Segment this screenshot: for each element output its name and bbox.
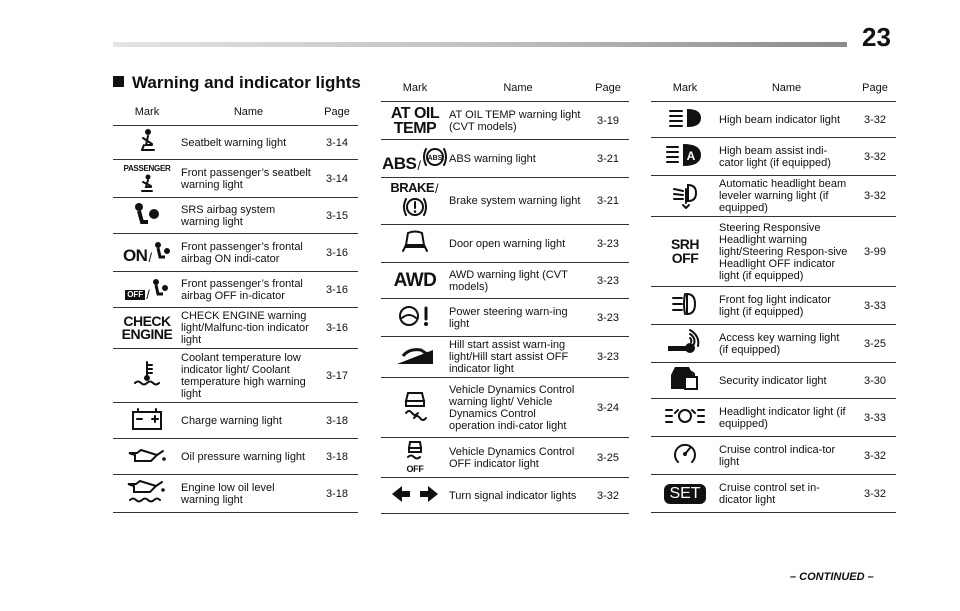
abs-icon: ABS/ ABS <box>382 145 448 172</box>
table-row <box>381 178 629 225</box>
table-row <box>113 308 358 349</box>
table-row <box>113 439 358 475</box>
svg-text:A: A <box>686 149 696 163</box>
name-cell: Coolant temperature low indicator light/ Coolant temperature high warning light <box>181 349 316 403</box>
name-cell: Oil pressure warning light <box>181 439 316 475</box>
mark-cell <box>113 403 181 439</box>
table-row <box>113 349 358 403</box>
table-row <box>113 475 358 513</box>
page-cell: 3-16 <box>316 234 358 272</box>
column-2 <box>381 82 629 514</box>
mark-cell <box>651 325 719 363</box>
page-cell: 3-18 <box>316 475 358 513</box>
name-cell: AT OIL TEMP warning light (CVT models) <box>449 102 587 140</box>
col2-header-row <box>381 82 629 102</box>
mark-cell <box>651 217 719 287</box>
table-row <box>651 437 896 475</box>
page-cell: 3-32 <box>854 437 896 475</box>
name-cell: Headlight indicator light (if equipped) <box>719 399 854 437</box>
header-rule <box>113 42 847 47</box>
table-row <box>381 438 629 478</box>
cruise-control-icon <box>670 440 700 471</box>
table-row <box>651 217 896 287</box>
mark-cell <box>381 225 449 263</box>
continued-note: – CONTINUED – <box>790 571 874 583</box>
table-row <box>651 363 896 399</box>
name-cell: High beam indicator light <box>719 102 854 138</box>
page-cell: 3-15 <box>316 198 358 234</box>
page-cell: 3-16 <box>316 308 358 349</box>
name-cell: Front passenger’s frontal airbag OFF in-dicator <box>181 272 316 308</box>
engine-low-oil-icon <box>126 478 168 509</box>
hill-start-assist-icon <box>395 344 435 371</box>
table-row <box>113 126 358 160</box>
name-cell: Access key warning light (if equipped) <box>719 325 854 363</box>
mark-header: Mark <box>381 82 449 102</box>
brake-icon: BRAKE/ <box>381 180 449 222</box>
mark-cell <box>113 349 181 403</box>
front-fog-icon <box>669 290 701 321</box>
mark-cell <box>113 439 181 475</box>
mark-cell <box>381 299 449 337</box>
mark-header: Mark <box>651 82 719 102</box>
mark-cell <box>113 160 181 198</box>
name-cell: High beam assist indi-cator light (if equipped) <box>719 138 854 176</box>
page-cell: 3-33 <box>854 399 896 437</box>
svg-text:ABS: ABS <box>427 154 443 162</box>
mark-cell <box>113 126 181 160</box>
column-1 <box>113 106 358 513</box>
name-cell: Door open warning light <box>449 225 587 263</box>
high-beam-assist-icon <box>665 141 705 172</box>
page-cell: 3-21 <box>587 140 629 178</box>
table-row <box>381 263 629 299</box>
page-header: Page <box>587 82 629 102</box>
battery-charge-icon <box>131 407 163 434</box>
column-3 <box>651 82 896 513</box>
mark-cell <box>651 437 719 475</box>
mark-cell <box>381 263 449 299</box>
headlight-indicator-icon <box>664 405 706 430</box>
awd-icon: AWD <box>393 269 437 291</box>
table-row <box>381 478 629 514</box>
mark-cell <box>381 140 449 178</box>
name-cell: Security indicator light <box>719 363 854 399</box>
table-row <box>113 160 358 198</box>
seatbelt-icon <box>134 128 160 157</box>
mark-cell <box>651 287 719 325</box>
mark-cell <box>381 102 449 140</box>
table-row <box>381 140 629 178</box>
page-header: Page <box>854 82 896 102</box>
mark-cell <box>651 363 719 399</box>
table-row <box>113 272 358 308</box>
page-cell: 3-16 <box>316 272 358 308</box>
section-heading <box>113 73 361 93</box>
page-cell: 3-23 <box>587 337 629 378</box>
page-cell: 3-99 <box>854 217 896 287</box>
mark-cell <box>113 475 181 513</box>
srh-off-icon: SRH OFF <box>670 236 700 266</box>
page-cell: 3-33 <box>854 287 896 325</box>
cruise-set-icon: SET <box>664 484 705 504</box>
mark-cell <box>651 138 719 176</box>
name-cell: Brake system warning light <box>449 178 587 225</box>
name-cell: Hill start assist warn-ing light/Hill start assist OFF indicator light <box>449 337 587 378</box>
table-row <box>651 325 896 363</box>
page-cell: 3-32 <box>854 102 896 138</box>
mark-cell <box>113 308 181 349</box>
table-row <box>381 102 629 140</box>
mark-cell <box>381 178 449 225</box>
name-cell: Front passenger’s seatbelt warning light <box>181 160 316 198</box>
page-cell: 3-18 <box>316 439 358 475</box>
table-row <box>381 378 629 438</box>
table-row <box>651 102 896 138</box>
passenger-airbag-on-icon: ON/ <box>123 241 171 264</box>
mark-header: Mark <box>113 106 181 126</box>
page-cell: 3-32 <box>587 478 629 514</box>
page-cell: 3-32 <box>854 138 896 176</box>
mark-cell <box>113 234 181 272</box>
name-header: Name <box>181 106 316 126</box>
name-cell: SRS airbag system warning light <box>181 198 316 234</box>
mark-cell <box>651 102 719 138</box>
page-number: 23 <box>862 22 891 52</box>
table-row <box>651 399 896 437</box>
name-cell: Cruise control indica-tor light <box>719 437 854 475</box>
mark-cell <box>381 337 449 378</box>
name-cell: Vehicle Dynamics Control OFF indicator light <box>449 438 587 478</box>
table-row <box>113 234 358 272</box>
table-row <box>381 337 629 378</box>
security-icon <box>669 365 701 396</box>
check-engine-icon: CHECK ENGINE <box>121 312 173 342</box>
table-row <box>651 176 896 217</box>
page-cell: 3-32 <box>854 176 896 217</box>
page-cell: 3-14 <box>316 126 358 160</box>
table-row <box>651 287 896 325</box>
name-cell: Front passenger’s frontal airbag ON indi-cator <box>181 234 316 272</box>
coolant-temperature-icon <box>132 360 162 391</box>
table-row <box>113 198 358 234</box>
page-cell: 3-25 <box>854 325 896 363</box>
name-header: Name <box>719 82 854 102</box>
name-cell: Engine low oil level warning light <box>181 475 316 513</box>
name-cell: Front fog light indicator light (if equipped) <box>719 287 854 325</box>
table-row <box>651 475 896 513</box>
headlight-leveler-icon <box>670 181 700 212</box>
name-cell: Cruise control set in-dicator light <box>719 475 854 513</box>
square-bullet-icon <box>113 76 124 87</box>
page-cell: 3-30 <box>854 363 896 399</box>
mark-cell <box>381 378 449 438</box>
page-cell: 3-23 <box>587 299 629 337</box>
turn-signal-icon <box>390 484 440 507</box>
mark-cell <box>381 478 449 514</box>
name-header: Name <box>449 82 587 102</box>
access-key-icon <box>666 328 704 359</box>
oil-pressure-icon <box>127 445 167 468</box>
name-cell: Vehicle Dynamics Control warning light/ Vehicle Dynamics Control operation indi-cator light <box>449 378 587 438</box>
name-cell: Automatic headlight beam leveler warning light (if equipped) <box>719 176 854 217</box>
table-row <box>381 225 629 263</box>
page-header: Page <box>316 106 358 126</box>
power-steering-icon <box>397 303 433 332</box>
page-cell: 3-23 <box>587 263 629 299</box>
name-cell: AWD warning light (CVT models) <box>449 263 587 299</box>
page-cell: 3-18 <box>316 403 358 439</box>
vehicle-dynamics-off-icon: OFF <box>403 440 427 475</box>
name-cell: Seatbelt warning light <box>181 126 316 160</box>
srs-airbag-icon <box>132 202 162 229</box>
col1-header-row <box>113 106 358 126</box>
door-open-icon <box>400 229 430 258</box>
table-row <box>113 403 358 439</box>
name-cell: Turn signal indicator lights <box>449 478 587 514</box>
table-row <box>381 299 629 337</box>
mark-cell <box>651 176 719 217</box>
name-cell: ABS warning light <box>449 140 587 178</box>
section-title: Warning and indicator lights <box>132 73 361 92</box>
page-cell: 3-25 <box>587 438 629 478</box>
mark-cell <box>113 198 181 234</box>
page-cell: 3-32 <box>854 475 896 513</box>
passenger-seatbelt-icon: PASSENGER <box>124 162 171 195</box>
page-cell: 3-19 <box>587 102 629 140</box>
name-cell: Steering Responsive Headlight warning light/Steering Respon-sive Headlight OFF indicator light (if equipped) <box>719 217 854 287</box>
passenger-airbag-off-icon: OFF / <box>125 278 169 301</box>
page-cell: 3-14 <box>316 160 358 198</box>
page-cell: 3-24 <box>587 378 629 438</box>
at-oil-temp-icon: AT OIL TEMP <box>390 104 440 137</box>
name-cell: Power steering warn-ing light <box>449 299 587 337</box>
mark-cell <box>651 399 719 437</box>
mark-cell <box>113 272 181 308</box>
high-beam-icon <box>667 106 703 133</box>
vehicle-dynamics-icon <box>400 391 430 424</box>
mark-cell <box>381 438 449 478</box>
name-cell: Charge warning light <box>181 403 316 439</box>
table-row <box>651 138 896 176</box>
name-cell: CHECK ENGINE warning light/Malfunc-tion indicator light <box>181 308 316 349</box>
mark-cell <box>651 475 719 513</box>
page-cell: 3-21 <box>587 178 629 225</box>
page-cell: 3-23 <box>587 225 629 263</box>
page-cell: 3-17 <box>316 349 358 403</box>
col3-header-row <box>651 82 896 102</box>
